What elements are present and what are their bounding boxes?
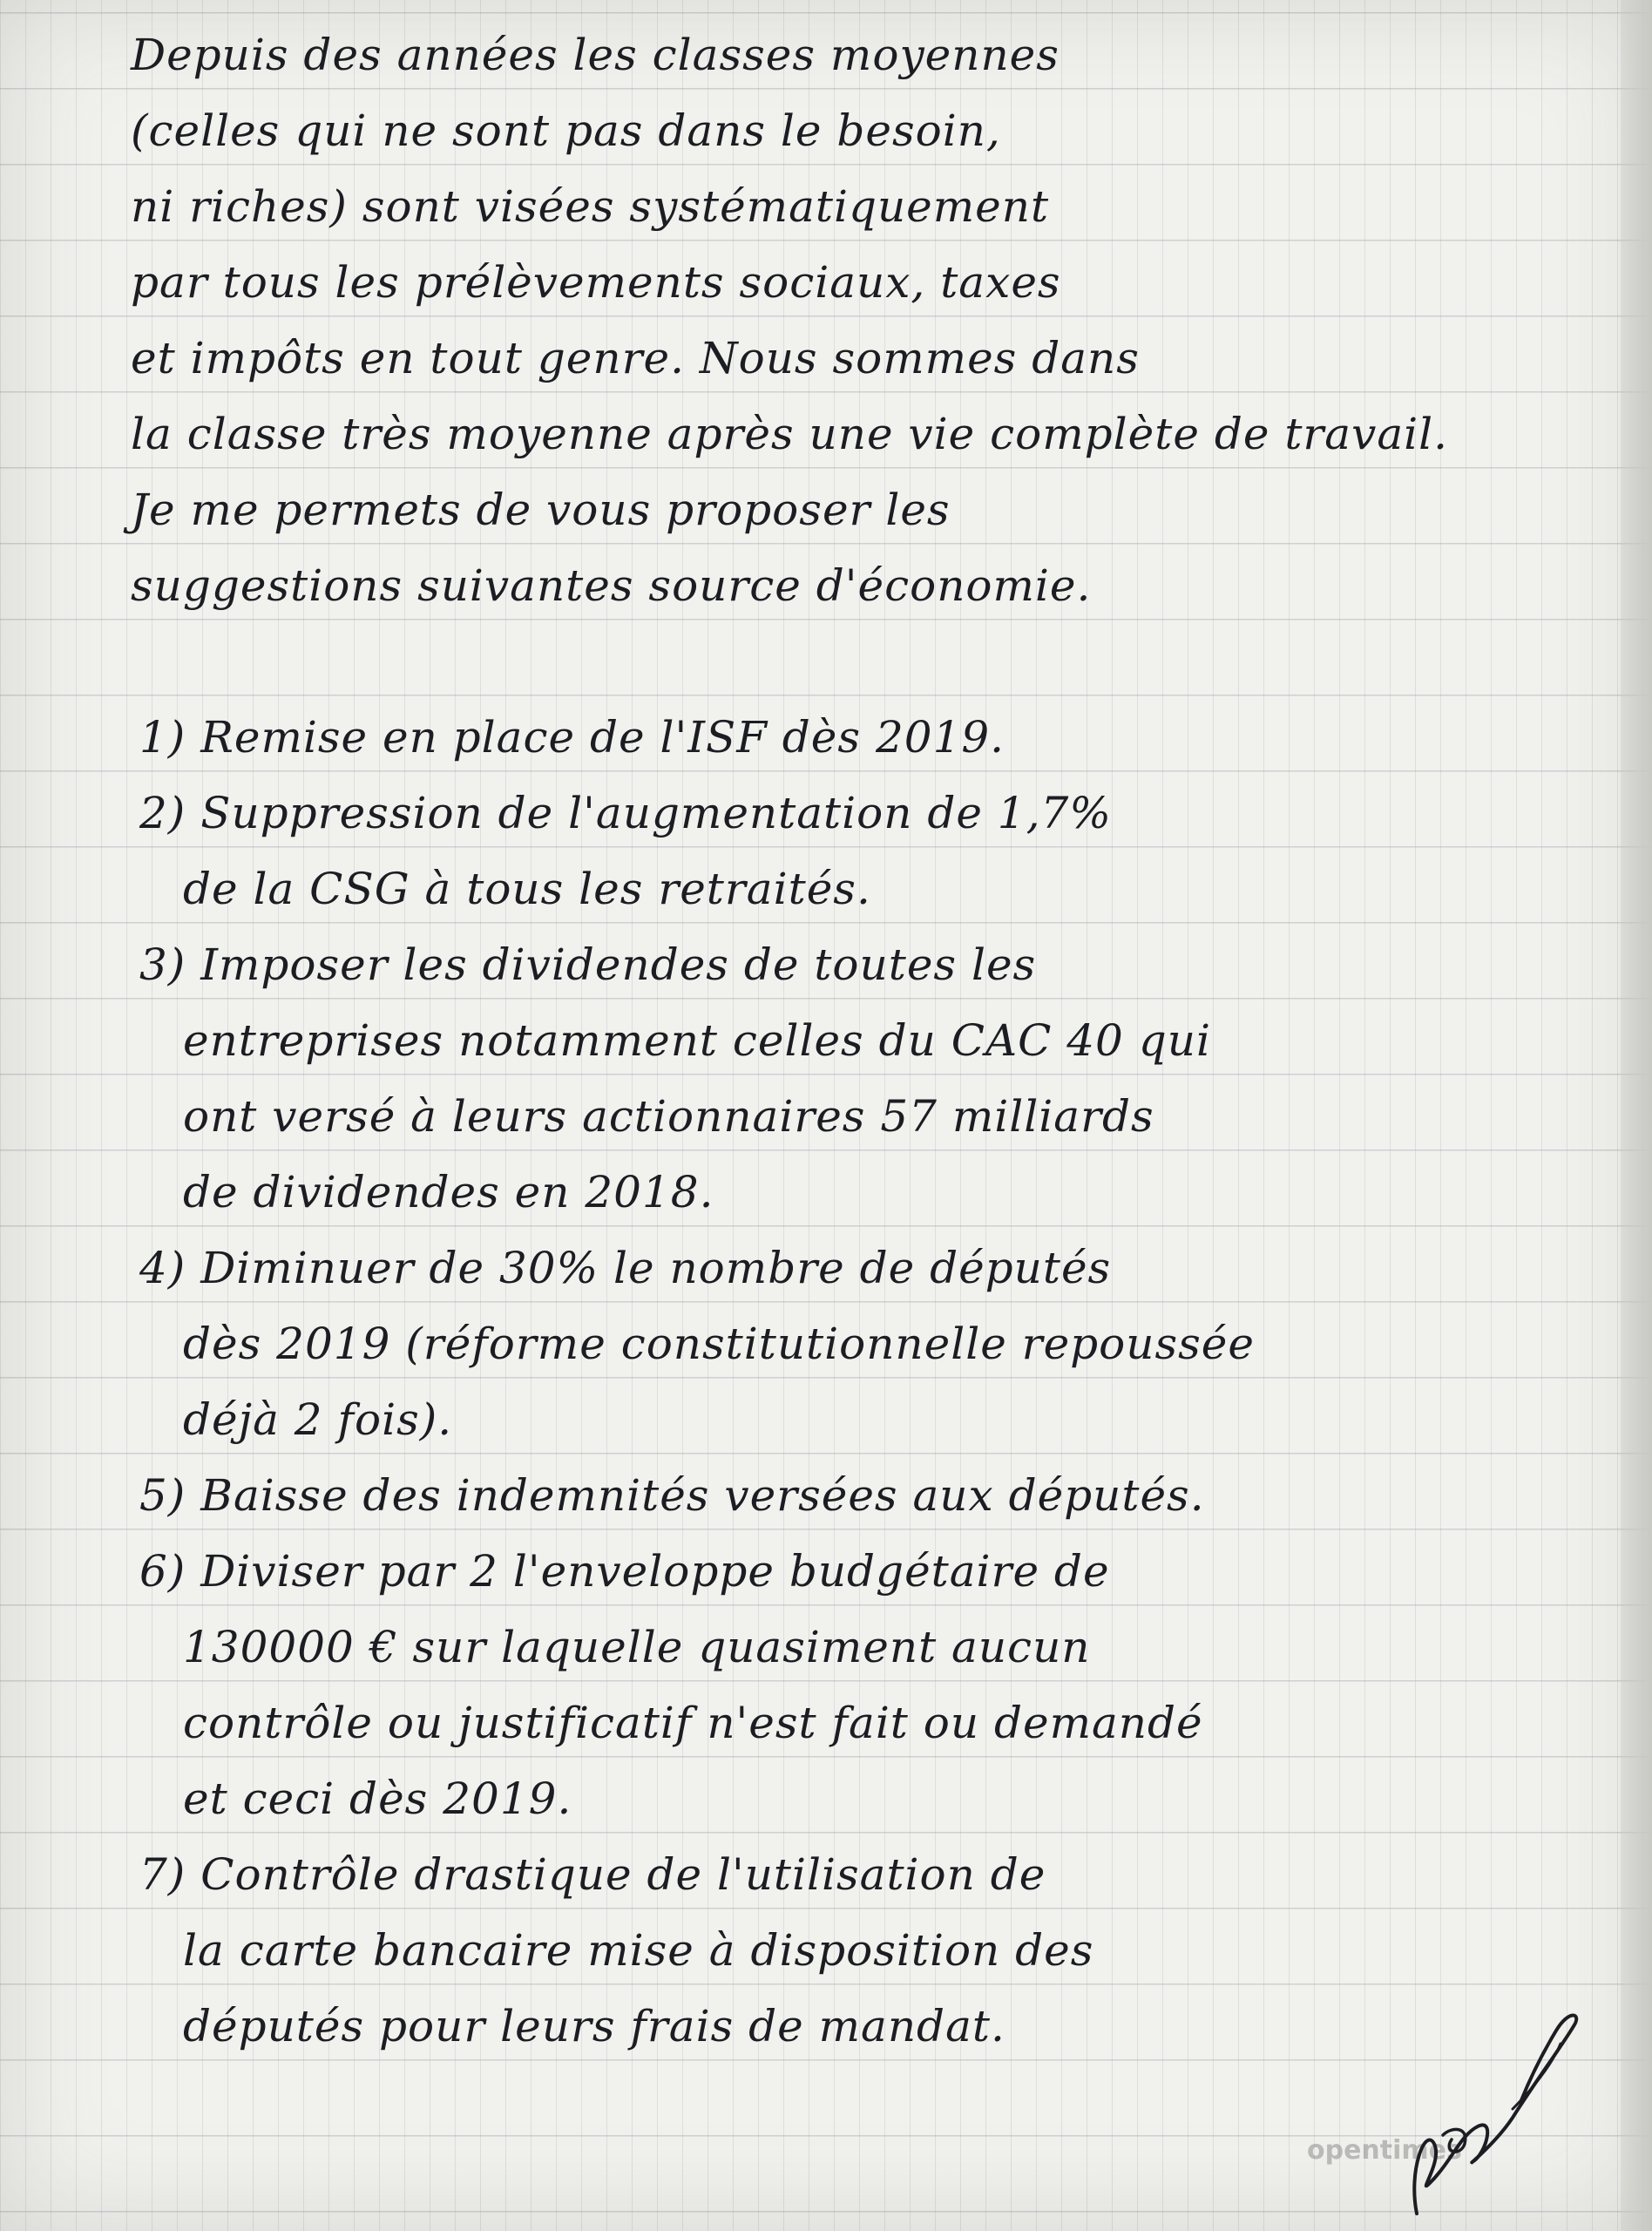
letter-line: ni riches) sont visées systématiquement: [131, 181, 1050, 232]
suggestion-6-cont: et ceci dès 2019.: [183, 1773, 572, 1824]
suggestion-3-cont: entreprises notamment celles du CAC 40 qui: [183, 1015, 1211, 1066]
suggestion-7-cont: députés pour leurs frais de mandat.: [183, 2001, 1005, 2051]
suggestion-3-cont: ont versé à leurs actionnaires 57 milliards: [183, 1091, 1154, 1142]
letter-line: suggestions suivantes source d'économie.: [131, 560, 1092, 611]
letter-line: par tous les prélèvements sociaux, taxes: [131, 257, 1061, 308]
suggestion-5: 5) Baisse des indemnités versées aux députés.: [139, 1470, 1205, 1521]
suggestion-6-cont: 130000 € sur laquelle quasiment aucun: [183, 1622, 1091, 1672]
suggestion-3: 3) Imposer les dividendes de toutes les: [139, 939, 1037, 990]
suggestion-6: 6) Diviser par 2 l'enveloppe budgétaire de: [139, 1546, 1110, 1597]
suggestion-4-cont: déjà 2 fois).: [183, 1394, 453, 1445]
suggestion-6-cont: contrôle ou justificatif n'est fait ou demandé: [183, 1698, 1203, 1748]
paper-edge: [1621, 0, 1652, 2231]
suggestion-2-cont: de la CSG à tous les retraités.: [183, 864, 871, 914]
watermark-text: opentimes: [1307, 2135, 1462, 2166]
blank-line: [131, 624, 1490, 700]
letter-line: la classe très moyenne après une vie complète de travail.: [131, 409, 1449, 459]
suggestion-4: 4) Diminuer de 30% le nombre de députés: [139, 1243, 1112, 1293]
handwritten-letter: [131, 17, 1490, 2065]
suggestion-7: 7) Contrôle drastique de l'utilisation de: [139, 1849, 1046, 1900]
signature: [1382, 1996, 1600, 2222]
suggestion-1: 1) Remise en place de l'ISF dès 2019.: [139, 712, 1005, 763]
letter-line: Depuis des années les classes moyennes: [131, 30, 1060, 80]
suggestion-3-cont: de dividendes en 2018.: [183, 1167, 714, 1217]
suggestion-7-cont: la carte bancaire mise à disposition des: [183, 1925, 1094, 1976]
suggestion-4-cont: dès 2019 (réforme constitutionnelle repoussée: [183, 1319, 1255, 1369]
letter-line: (celles qui ne sont pas dans le besoin,: [131, 105, 1001, 156]
suggestion-2: 2) Suppression de l'augmentation de 1,7%: [139, 788, 1112, 838]
letter-line: Je me permets de vous proposer les: [131, 485, 951, 535]
letter-line: et impôts en tout genre. Nous sommes dans: [131, 333, 1140, 383]
